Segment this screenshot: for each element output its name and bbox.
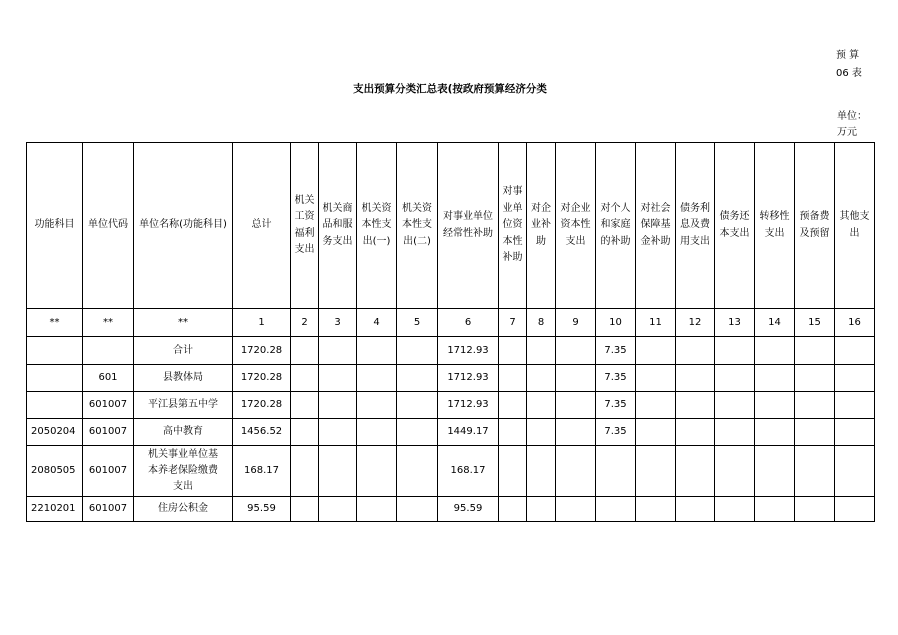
table-cell (291, 337, 319, 365)
unit-label-line2: 万元 (837, 127, 857, 138)
table-cell (835, 497, 875, 522)
table-cell: 县教体局 (134, 365, 233, 392)
header-row (27, 143, 875, 309)
report-label-line2: 06 表 (836, 68, 862, 79)
column-header: 机关工资福利支出 (291, 143, 319, 309)
table-cell (795, 419, 835, 446)
table-cell (27, 365, 83, 392)
unit-label (837, 109, 877, 141)
table-cell (319, 365, 357, 392)
table-cell: 1712.93 (438, 392, 499, 419)
table-cell: 1720.28 (233, 365, 291, 392)
table-cell (397, 446, 438, 497)
table-cell (319, 419, 357, 446)
table-cell (835, 392, 875, 419)
table-cell: 601007 (83, 392, 134, 419)
table-cell: 95.59 (233, 497, 291, 522)
table-cell (499, 365, 527, 392)
report-number-label (836, 47, 870, 83)
table-cell: 601007 (83, 497, 134, 522)
table-cell (291, 497, 319, 522)
table-cell (795, 446, 835, 497)
table-body (27, 337, 875, 522)
table-cell (636, 497, 676, 522)
table-cell (795, 392, 835, 419)
table-cell (715, 446, 755, 497)
column-header: 债务利息及费用支出 (676, 143, 715, 309)
column-header: 转移性支出 (755, 143, 795, 309)
table-cell (835, 337, 875, 365)
unit-label-line1: 单位： (837, 111, 867, 122)
table-cell (556, 337, 596, 365)
table-row (27, 337, 875, 365)
table-cell (291, 446, 319, 497)
report-label-line1: 预 算 (836, 50, 860, 61)
column-number-cell: 13 (715, 309, 755, 337)
column-header: 总计 (233, 143, 291, 309)
table-cell (676, 392, 715, 419)
table-cell (755, 419, 795, 446)
table-cell (715, 337, 755, 365)
table-cell (636, 392, 676, 419)
table-cell (319, 337, 357, 365)
table-cell (636, 446, 676, 497)
table-cell: 2210201 (27, 497, 83, 522)
table-cell (291, 419, 319, 446)
table-cell: 7.35 (596, 337, 636, 365)
column-number-cell: 3 (319, 309, 357, 337)
table-cell (755, 446, 795, 497)
column-header: 单位代码 (83, 143, 134, 309)
table-cell: 1712.93 (438, 337, 499, 365)
table-cell (527, 337, 556, 365)
table-cell: 2080505 (27, 446, 83, 497)
table-cell (676, 497, 715, 522)
table-cell (715, 365, 755, 392)
table-cell (527, 365, 556, 392)
table-cell (795, 337, 835, 365)
column-number-cell: 4 (357, 309, 397, 337)
column-number-row (27, 309, 875, 337)
table-cell: 机关事业单位基本养老保险缴费支出 (134, 446, 233, 497)
table-cell (27, 337, 83, 365)
table-cell (527, 446, 556, 497)
table-cell: 95.59 (438, 497, 499, 522)
table-cell: 7.35 (596, 365, 636, 392)
table-cell: 1712.93 (438, 365, 499, 392)
column-number-cell: 9 (556, 309, 596, 337)
column-number-cell: ** (27, 309, 83, 337)
column-number-cell: 8 (527, 309, 556, 337)
column-header: 预备费及预留 (795, 143, 835, 309)
table-cell (715, 392, 755, 419)
page-title: 支出预算分类汇总表(按政府预算经济分类 (353, 83, 547, 95)
table-cell (357, 446, 397, 497)
table-cell (556, 497, 596, 522)
table-cell (795, 497, 835, 522)
table-cell (676, 446, 715, 497)
table-cell (499, 419, 527, 446)
table-cell (527, 392, 556, 419)
column-header: 机关资本性支出(二) (397, 143, 438, 309)
column-header: 对企业补助 (527, 143, 556, 309)
column-number-cell: 7 (499, 309, 527, 337)
table-cell (715, 497, 755, 522)
column-header: 功能科目 (27, 143, 83, 309)
table-row (27, 446, 875, 497)
table-cell (755, 337, 795, 365)
table-cell (83, 337, 134, 365)
table-cell: 168.17 (438, 446, 499, 497)
table-cell: 平江县第五中学 (134, 392, 233, 419)
column-number-cell: 11 (636, 309, 676, 337)
table-cell (357, 337, 397, 365)
column-header: 对个人和家庭的补助 (596, 143, 636, 309)
table-cell: 7.35 (596, 392, 636, 419)
table-cell (596, 446, 636, 497)
table-row (27, 365, 875, 392)
table-cell (499, 497, 527, 522)
column-header: 单位名称(功能科目) (134, 143, 233, 309)
table-cell (397, 365, 438, 392)
table-cell: 1720.28 (233, 337, 291, 365)
table-cell (291, 365, 319, 392)
table-cell (499, 446, 527, 497)
column-number-cell: 2 (291, 309, 319, 337)
column-number-cell: 10 (596, 309, 636, 337)
table-cell: 601007 (83, 446, 134, 497)
table-row (27, 419, 875, 446)
table-cell (499, 392, 527, 419)
table-cell (596, 497, 636, 522)
budget-table (26, 142, 875, 522)
table-cell (319, 497, 357, 522)
table-cell: 601007 (83, 419, 134, 446)
table-cell (397, 419, 438, 446)
table-cell (397, 392, 438, 419)
table-cell (676, 419, 715, 446)
column-number-cell: 1 (233, 309, 291, 337)
table-cell: 高中教育 (134, 419, 233, 446)
column-header: 机关商品和服务支出 (319, 143, 357, 309)
column-number-cell: 14 (755, 309, 795, 337)
table-cell (291, 392, 319, 419)
column-header: 对事业单位资本性补助 (499, 143, 527, 309)
table-cell (357, 365, 397, 392)
column-number-cell: 6 (438, 309, 499, 337)
column-header: 对事业单位经常性补助 (438, 143, 499, 309)
table-cell (27, 392, 83, 419)
table-cell (527, 419, 556, 446)
table-cell (795, 365, 835, 392)
table-cell (556, 446, 596, 497)
table-cell (636, 419, 676, 446)
table-cell (397, 337, 438, 365)
table-cell (755, 392, 795, 419)
table-cell (835, 365, 875, 392)
column-header: 对企业资本性支出 (556, 143, 596, 309)
table-cell (636, 337, 676, 365)
table-cell (556, 419, 596, 446)
table-cell: 1456.52 (233, 419, 291, 446)
table-cell: 1449.17 (438, 419, 499, 446)
table-row (27, 497, 875, 522)
table-cell (357, 497, 397, 522)
table-cell (835, 419, 875, 446)
table-cell: 合计 (134, 337, 233, 365)
column-number-cell: ** (83, 309, 134, 337)
column-number-cell: 5 (397, 309, 438, 337)
table-cell (835, 446, 875, 497)
column-header: 债务还本支出 (715, 143, 755, 309)
table-cell (715, 419, 755, 446)
table-cell: 168.17 (233, 446, 291, 497)
column-number-cell: 15 (795, 309, 835, 337)
table-cell (397, 497, 438, 522)
table-cell: 1720.28 (233, 392, 291, 419)
table-cell (527, 497, 556, 522)
column-header: 其他支出 (835, 143, 875, 309)
table-cell (556, 365, 596, 392)
table-cell (357, 419, 397, 446)
column-number-cell: 12 (676, 309, 715, 337)
table-cell (319, 446, 357, 497)
table-header (27, 143, 875, 337)
column-header: 对社会保障基金补助 (636, 143, 676, 309)
table-cell: 601 (83, 365, 134, 392)
table-row (27, 392, 875, 419)
table-cell (357, 392, 397, 419)
table-cell (755, 365, 795, 392)
table-cell (676, 365, 715, 392)
table-cell (499, 337, 527, 365)
table-cell (676, 337, 715, 365)
table-cell: 住房公积金 (134, 497, 233, 522)
table-cell (556, 392, 596, 419)
table-cell (319, 392, 357, 419)
table-cell (636, 365, 676, 392)
column-header: 机关资本性支出(一) (357, 143, 397, 309)
table-cell: 7.35 (596, 419, 636, 446)
table-cell: 2050204 (27, 419, 83, 446)
column-number-cell: 16 (835, 309, 875, 337)
column-number-cell: ** (134, 309, 233, 337)
table-cell (755, 497, 795, 522)
